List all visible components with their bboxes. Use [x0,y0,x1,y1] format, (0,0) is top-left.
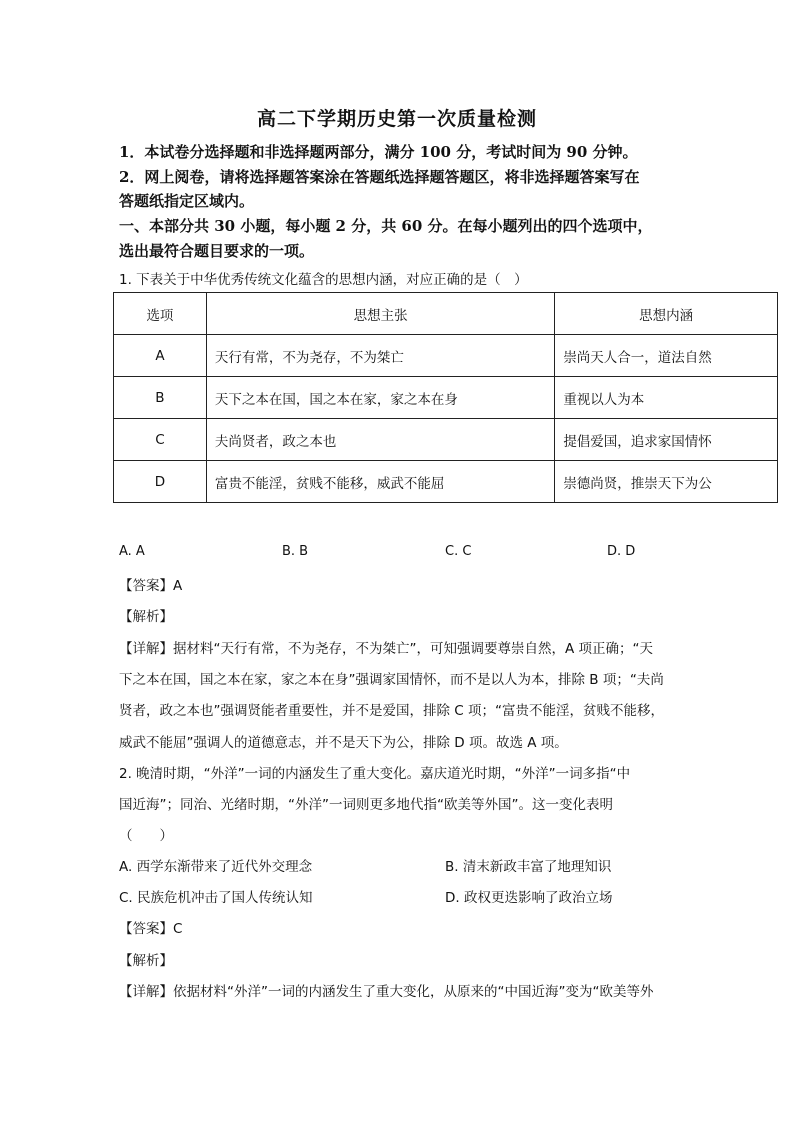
q2-choice-d: D. 政权更迭影响了政治立场 [445,890,613,906]
question-1-table [113,292,778,503]
table-cell-option: A [114,335,207,377]
question-1-stem: 1. 下表关于中华优秀传统文化蕴含的思想内涵，对应正确的是（ ） [119,272,528,288]
question-2-stem-line: 国近海”；同治、光绪时期，“外洋”一词则更多地代指“欧美等外国”。这一变化表明 [119,797,613,813]
table-cell-claim: 夫尚贤者，政之本也 [206,419,554,461]
q1-detail-line: 贤者，政之本也”强调贤能者重要性，并不是爱国，排除 C 项；“富贵不能淫，贫贱不能移， [119,703,664,719]
page-title: 高二下学期历史第一次质量检测 [256,108,537,130]
table-cell-claim: 天行有常，不为尧存，不为桀亡 [206,335,554,377]
section-heading-line-1: 一、本部分共 30 小题，每小题 2 分，共 60 分。在每小题列出的四个选项中， [119,217,653,235]
q1-choice-d: D. D [607,544,636,559]
q2-detail-line: 【详解】依据材料“外洋”一词的内涵发生了重大变化，从原来的“中国近海”变为“欧美等外 [119,984,654,1000]
table-header-cell: 思想主张 [206,293,554,335]
section-heading-line-2: 选出最符合题目要求的一项。 [119,242,315,260]
q1-choice-b: B. B [282,544,309,559]
q1-choice-a: A. A [119,544,145,559]
table-cell-claim: 富贵不能淫，贫贱不能移，威武不能屈 [206,461,554,503]
instruction-line-1: 1．本试卷分选择题和非选择题两部分，满分 100 分，考试时间为 90 分钟。 [119,143,638,161]
table-row [114,461,778,503]
question-2-stem-line: （ ） [119,828,173,844]
instruction-line-3: 答题纸指定区域内。 [119,192,255,210]
q1-detail-line: 威武不能屈”强调人的道德意志，并不是天下为公，排除 D 项。故选 A 项。 [119,735,568,751]
instruction-line-2: 2．网上阅卷，请将选择题答案涂在答题纸选择题答题区，将非选择题答案写在 [119,168,640,186]
table-header-cell: 选项 [114,293,207,335]
table-cell-meaning: 提倡爱国，追求家国情怀 [555,419,778,461]
q2-choice-b: B. 清末新政丰富了地理知识 [445,859,612,875]
table-row [114,335,778,377]
q1-detail-line: 【详解】据材料“天行有常，不为尧存，不为桀亡”，可知强调要尊崇自然，A 项正确；“天 [119,641,654,657]
q1-choice-c: C. C [445,544,472,559]
table-cell-option: C [114,419,207,461]
table-cell-option: D [114,461,207,503]
table-cell-option: B [114,377,207,419]
q2-choice-a: A. 西学东渐带来了近代外交理念 [119,859,313,875]
q1-analysis-label: 【解析】 [119,609,173,625]
table-cell-meaning: 重视以人为本 [555,377,778,419]
question-2-stem-line: 2. 晚清时期，“外洋”一词的内涵发生了重大变化。嘉庆道光时期，“外洋”一词多指“中 [119,766,631,782]
table-header-cell: 思想内涵 [555,293,778,335]
table-cell-meaning: 崇尚天人合一，道法自然 [555,335,778,377]
table-cell-claim: 天下之本在国，国之本在家，家之本在身 [206,377,554,419]
table-row [114,419,778,461]
q1-answer: 【答案】A [119,578,183,594]
table-header-row [114,293,778,335]
q2-choice-c: C. 民族危机冲击了国人传统认知 [119,890,313,906]
table-cell-meaning: 崇德尚贤，推崇天下为公 [555,461,778,503]
q1-detail-line: 下之本在国，国之本在家，家之本在身”强调家国情怀，而不是以人为本，排除 B 项；“夫尚 [119,672,664,688]
q2-answer: 【答案】C [119,921,183,937]
table-row [114,377,778,419]
q2-analysis-label: 【解析】 [119,953,173,969]
